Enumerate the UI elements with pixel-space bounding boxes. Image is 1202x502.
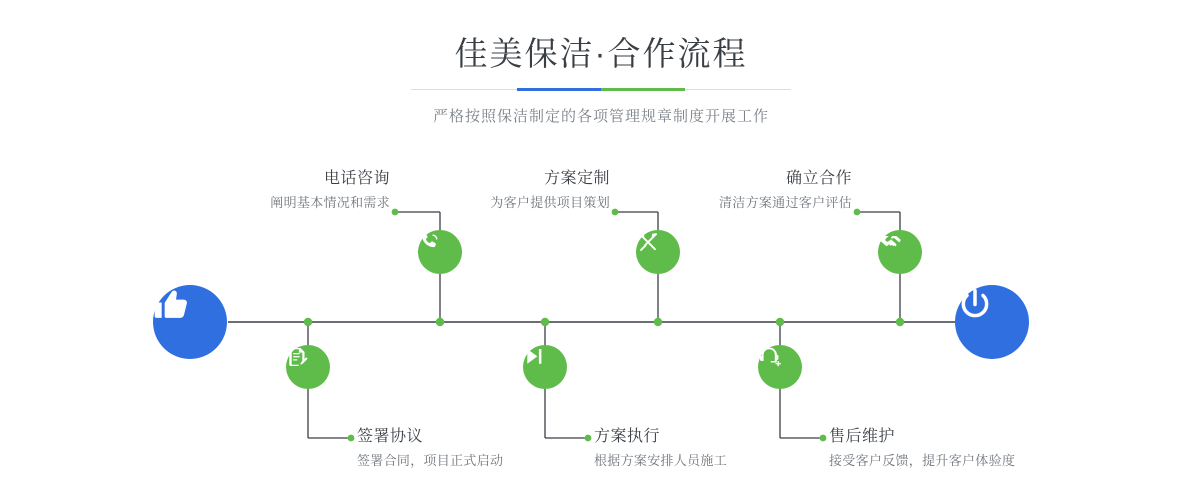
step-desc: 根据方案安排人员施工 (594, 453, 728, 468)
handshake-icon (878, 230, 903, 255)
step-icon-plan-custom[interactable] (636, 230, 680, 274)
step-label-establish-cooperation (562, 168, 852, 213)
divider-accent-green (601, 88, 685, 91)
step-icon-after-sales[interactable] (758, 345, 802, 389)
process-flow-diagram (0, 150, 1202, 502)
step-label-after-sales (829, 426, 1149, 471)
step-desc: 清洁方案通过客户评估 (718, 195, 852, 210)
step-desc: 接受客户反馈，提升客户体验度 (829, 453, 1016, 468)
power-icon (955, 285, 995, 325)
step-title: 方案定制 (543, 170, 610, 187)
step-desc: 阐明基本情况和需求 (270, 195, 390, 210)
page-subtitle: 严格按照保洁制定的各项管理规章制度开展工作 (432, 107, 769, 125)
step-icon-phone-consult[interactable] (418, 230, 462, 274)
flow-end-node[interactable] (955, 285, 1029, 359)
headset-support-icon (758, 345, 782, 369)
thumbs-up-icon (153, 285, 193, 325)
phone-call-icon (418, 230, 442, 254)
step-icon-establish-cooperation[interactable] (878, 230, 922, 274)
plan-tools-icon (636, 230, 660, 254)
step-desc: 为客户提供项目策划 (490, 195, 610, 210)
page-title: 佳美保洁·合作流程 (454, 35, 748, 72)
step-title: 方案执行 (594, 428, 661, 445)
divider-accent-blue (517, 88, 601, 91)
step-title: 售后维护 (829, 428, 896, 445)
step-title: 确立合作 (785, 170, 852, 187)
step-desc: 签署合同，项目正式启动 (357, 453, 504, 468)
play-forward-icon (523, 345, 546, 368)
flow-start-node[interactable] (153, 285, 227, 359)
step-icon-sign-agreement[interactable] (286, 345, 330, 389)
title-divider (411, 88, 791, 91)
step-title: 签署协议 (357, 428, 424, 445)
step-title: 电话咨询 (323, 170, 390, 187)
page-header (0, 0, 1202, 126)
document-edit-icon (286, 345, 310, 369)
step-icon-plan-execute[interactable] (523, 345, 567, 389)
